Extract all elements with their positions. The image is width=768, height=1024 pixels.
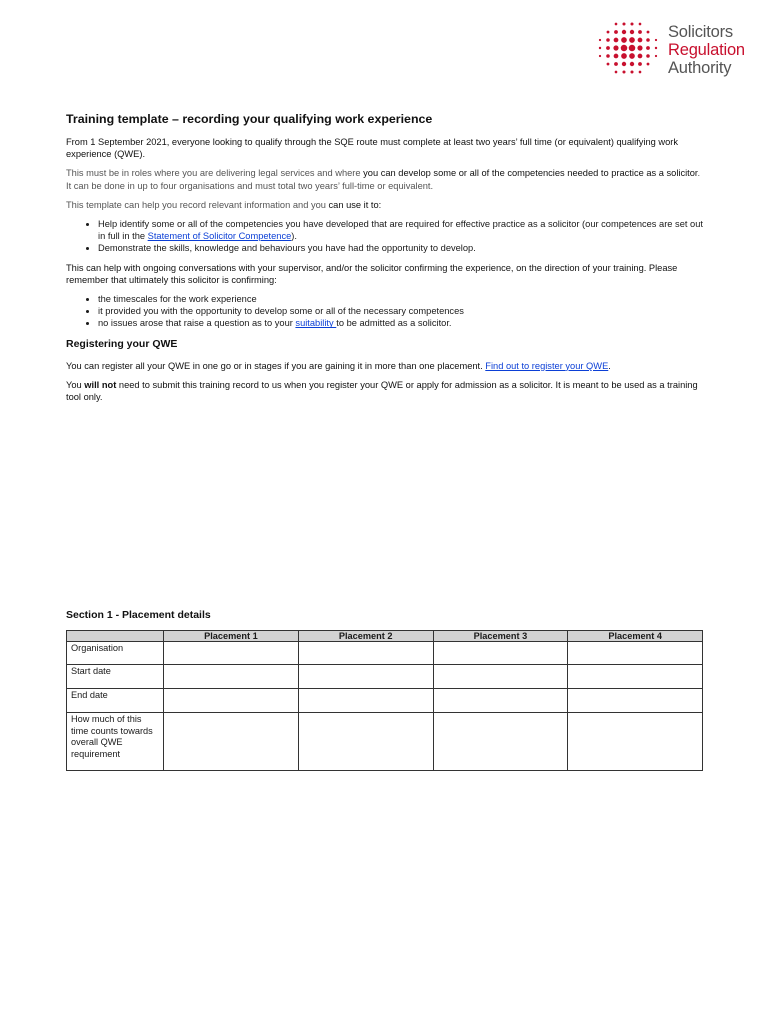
table-row (67, 689, 703, 713)
logo-dot (655, 55, 657, 57)
table-row (67, 713, 703, 771)
logo-dot (647, 63, 650, 66)
bullet-text-end: ). (291, 231, 297, 242)
suitability-link[interactable]: suitability (295, 318, 337, 329)
registering-text-2b: need to submit this training record to us when you register your QWE or apply for admission as a solicitor. It is meant to be used as a training tool only. (66, 379, 698, 403)
bullet-text: no issues arose that raise a question as to your (98, 318, 296, 329)
logo-line-3: Authority (668, 59, 732, 77)
row-label-organisation: Organisation (67, 642, 164, 665)
logo-dot (646, 54, 650, 58)
logo-dot (622, 30, 626, 34)
logo-dot (606, 38, 610, 42)
logo-dot (613, 45, 618, 50)
registering-text-2a: You (66, 379, 85, 390)
table-cell-input[interactable] (298, 689, 433, 713)
logo-dot (639, 23, 642, 26)
logo-dot (646, 38, 650, 42)
template-use-paragraph (66, 199, 706, 211)
logo-dot (630, 62, 634, 66)
roles-text-1: This must be in roles where you are delivering legal services and where (66, 168, 364, 179)
conversation-paragraph: This can help with ongoing conversations with your supervisor, and/or the solicitor confirming the experience, on the direction of your training. Please remember that ultimately this solicitor is confirming: (66, 262, 678, 285)
logo-dot (655, 47, 657, 49)
will-not-emphasis: will not (84, 379, 117, 390)
registering-text-end: . (608, 360, 611, 371)
logo-dot (637, 45, 642, 50)
section-1-title: Section 1 - Placement details (66, 609, 211, 621)
table-row (67, 665, 703, 689)
logo-dot (606, 46, 610, 50)
roles-text-2: you can develop some or all of the competencies needed to practice as a solicitor (363, 168, 698, 179)
table-header-placement-2: Placement 2 (298, 631, 433, 642)
logo-dot (607, 31, 610, 34)
table-header-placement-1: Placement 1 (164, 631, 299, 642)
list-item (98, 218, 706, 242)
table-cell-input[interactable] (568, 642, 703, 665)
registering-text: You can register all your QWE in one go or in stages if you are gaining it in more than one placement. (66, 360, 486, 371)
intro-paragraph: From 1 September 2021, everyone looking to qualify through the SQE route must complete at least two years’ full time (or equivalent) qualifying work experience (QWE). (66, 137, 679, 160)
logo-dot (630, 70, 633, 73)
logo-dot (629, 45, 636, 52)
table-cell-input[interactable] (568, 665, 703, 689)
placement-details-table (66, 630, 703, 771)
row-label-start-date: Start date (67, 665, 164, 689)
table-cell-input[interactable] (298, 665, 433, 689)
logo-dot (615, 23, 618, 26)
list-item: • the timescales for the work experience (98, 293, 706, 305)
row-label-qwe-time: How much of this time counts towards overall QWE requirement (67, 713, 164, 771)
table-cell-input[interactable] (164, 642, 299, 665)
confirm-bullet-list (66, 293, 706, 330)
logo-dot (646, 46, 650, 50)
bullet-text-end: to be admitted as a solicitor. (336, 318, 452, 329)
register-qwe-link[interactable]: Find out to register your QWE (485, 360, 609, 371)
logo-dot (622, 22, 625, 25)
table-cell-input[interactable] (298, 713, 433, 771)
logo-dot (621, 45, 628, 52)
roles-paragraph (66, 167, 706, 191)
registering-paragraph-1 (66, 360, 706, 372)
list-item: • Demonstrate the skills, knowledge and behaviours you have had the opportunity to develop. (98, 242, 706, 254)
logo-dot (647, 31, 650, 34)
logo-dots-icon (598, 18, 662, 82)
table-cell-input[interactable] (433, 689, 568, 713)
table-cell-input[interactable] (164, 689, 299, 713)
logo-dot (630, 22, 633, 25)
logo-line-1: Solicitors (668, 23, 733, 41)
logo-dot (638, 54, 643, 59)
table-row (67, 642, 703, 665)
sra-logo (598, 18, 758, 82)
table-cell-input[interactable] (568, 689, 703, 713)
list-item: • it provided you with the opportunity to develop some or all of the necessary competences (98, 305, 706, 317)
logo-dot (622, 62, 626, 66)
logo-dot (607, 63, 610, 66)
table-cell-input[interactable] (433, 665, 568, 689)
logo-dot (622, 70, 625, 73)
logo-dot (638, 30, 642, 34)
statement-of-competence-link[interactable]: Statement of Solicitor Competence (147, 231, 292, 242)
logo-dot (638, 62, 642, 66)
logo-dot (599, 55, 601, 57)
logo-dot (638, 38, 643, 43)
page-title: Training template – recording your qualifying work experience (66, 112, 433, 126)
logo-dot (629, 37, 635, 43)
table-header-row (67, 631, 703, 642)
registering-heading: Registering your QWE (66, 337, 178, 350)
table-cell-input[interactable] (164, 665, 299, 689)
logo-dot (599, 47, 601, 49)
table-header-blank (67, 631, 164, 642)
table-cell-input[interactable] (433, 642, 568, 665)
logo-dot (606, 54, 610, 58)
table-header-placement-4: Placement 4 (568, 631, 703, 642)
template-use-text-1: This template can help you record relevant information and you (66, 199, 329, 210)
logo-dot (614, 38, 619, 43)
logo-dot (614, 62, 618, 66)
logo-dot (655, 39, 657, 41)
use-bullet-list (66, 218, 706, 255)
logo-dot (621, 53, 627, 59)
table-cell-input[interactable] (433, 713, 568, 771)
logo-line-2: Regulation (668, 41, 745, 59)
logo-dot (614, 30, 618, 34)
logo-dot (629, 53, 635, 59)
logo-dot (614, 54, 619, 59)
table-header-placement-3: Placement 3 (433, 631, 568, 642)
document-body (66, 112, 706, 410)
table-cell-input[interactable] (164, 713, 299, 771)
logo-dot (615, 71, 618, 74)
logo-dot (621, 37, 627, 43)
roles-text-3: . It can be done in up to four organisations and must total two years’ full-time or equivalent. (66, 168, 701, 191)
list-item (98, 317, 706, 329)
logo-dot (630, 30, 634, 34)
table-cell-input[interactable] (568, 713, 703, 771)
logo-dot (599, 39, 601, 41)
table-cell-input[interactable] (298, 642, 433, 665)
template-use-text-2: can use it to: (328, 199, 382, 210)
registering-paragraph-2 (66, 379, 706, 403)
row-label-end-date: End date (67, 689, 164, 713)
bullet-text: Help identify some or all of the competencies you have developed that are required for effective practice as a solicitor (our competences are set out in full in the (98, 219, 703, 242)
logo-dot (639, 71, 642, 74)
